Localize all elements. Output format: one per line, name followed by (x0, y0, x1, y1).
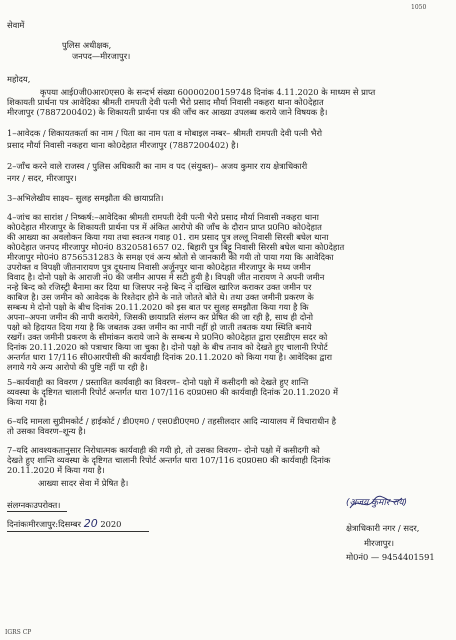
signature-scribble (344, 494, 444, 514)
intro-line: मीरजापुर (7887200402) के शिकायती प्रार्थना पत्र की जाँच कर आख्या उपलब्ध कराये जाने विषयक है। (7, 107, 328, 117)
date-underline (7, 531, 149, 532)
section-6-court: तो उसका विवरण–शून्य है। (7, 426, 86, 436)
section-1-applicant: प्रसाद मौर्या निवासी नकहरा थाना को0देहात मीरजापुर (7887200402) है। (7, 140, 239, 150)
section-4-summary: दिनांक 20.11.2020 को पत्राचार किया जा चुका है। दोनो पक्षो के बीच तनाव को देखते हुए चालानी रिपोर्ट (7, 342, 328, 352)
signature-place: मीरजापुर। (364, 538, 395, 548)
page-number: 1050 (411, 4, 427, 11)
date-day-handwritten: 20 (83, 517, 98, 530)
attachment-underline (7, 511, 67, 512)
section-4-summary: को0देहात मीरजापुर के शिकायती प्रार्थना पत्र में अंकित आरोपो की जाँच के दौरान प्राप्त प्र0नि0 को0देहात (7, 222, 322, 232)
section-1-applicant: 1–आवेदक / शिकायतकर्ता का नाम / पिता का नाम पता व मोबाइल नम्बर– श्रीमती रामपती देवी पत्नी भैरो (7, 128, 323, 138)
intro-line: कृपया आई0जी0आर0एस0 के सन्दर्भ संख्या 60000200159748 दिनांक 4.11.2020 के माध्यम से प्राप्त (40, 87, 376, 97)
section-4-summary: मीरजापुर मो0नं0 8756531283 के समक्ष एवं अन्य श्रोतो से जानकारी की गयी तो पाया गया कि आवेदिका (7, 252, 334, 262)
signature-mobile: मो0नं0 — 9454401591 (346, 552, 435, 562)
section-4-summary: 4–जांच का सारांश / निष्कर्ष:–आवेदिका श्रीमती रामपती देवी पत्नी भैरो प्रसाद मौर्या निवासी नकहरा थाना (7, 212, 319, 222)
section-4-summary: अन्तर्गत धारा 17/116 सी0आरपीसी की कार्यवाही दिनांक 20.11.2020 को किया गया है। आवेदिका द्वारा (7, 352, 332, 362)
section-5-action: 5–कार्यवाही का विवरण / प्रस्तावित कार्यवाही का विवरण– दोनो पक्षो में कसीदगी को देखते हुए शान्ति (7, 377, 309, 387)
section-4-summary: को0देहात जनपद मीरजापुर मो0नं0 8320581657 02. बिहारी पुत्र बिट्टू निवासी सिरसी बघेल थाना को0देहात (7, 242, 345, 252)
closing-line: आख्या सादर सेवा में प्रेषित है। (38, 478, 129, 488)
section-2-officer: 2–जाँच करने वाले राजस्व / पुलिस अधिकारी का नाम व पद (संयुक्त)– अजय कुमार राय क्षेत्राधिकारी (7, 161, 308, 171)
signature-title: क्षेत्राधिकारी नगर / सदर, (346, 523, 420, 533)
section-4-summary: सम्बन्ध मे दोनो पक्षो के बीच दिनांक 20.11.2020 को इस बात पर सुलह समझौता किया गया है कि (7, 302, 309, 312)
section-7-preventive: देखते हुए शान्ति व्यवस्था के दृष्टिगत चालानी रिपोर्ट अन्तर्गत धारा 107/116 द0प्र0स0 की कार्यवाही दिनांक (7, 455, 331, 465)
section-5-action: किया गया है। (7, 397, 47, 407)
date-year: 2020 (100, 519, 122, 529)
section-4-summary: उपरोक्त व विपक्षी जीतनारायण पुत्र दूधनाथ निवासी अर्जुनपुर थाना को0देहात मीरजापुर के मध्य जमीन (7, 262, 311, 272)
recipient-title: पुलिस अधीक्षक, (62, 40, 112, 50)
date-label: दिनांकःमीरजापुर:दिसम्बर (7, 519, 82, 529)
section-4-summary: की आख्या का अवलोकन किया गया तथा स्वतन्त्र गवाह 01. राम प्रसाद पुत्र लल्लू निवासी सिरसी बघेल थाना (7, 232, 329, 242)
section-4-summary: पक्षो को हिदायत दिया गया है कि जबतक उक्त जमीन का नापी नहीं हो जाती तबतक यथा स्थिति बनाये (7, 322, 312, 332)
signature-name: (अजय कुमार राय) (346, 498, 408, 508)
section-4-summary: काबिज है। उस जमीन को आवेदक के रिश्तेदार होने के नाते जोतते बोते थे। तथा उक्त जमीनी प्रकरण के (7, 292, 314, 302)
salutation: सेवामें (7, 20, 25, 30)
section-4-summary: रखगें। उक्त जमीनी प्रकरण के सीमांकन कराये जाने के सम्बन्ध मे प्र0नि0 को0देहात द्वारा एसडीएम सदर को (7, 332, 328, 342)
section-7-preventive: 20.11.2020 में किया गया है। (7, 465, 105, 475)
section-4-summary: अपना–अपना जमीन की नापी करायेगे, जिसकी छायाप्रति संलग्न कर प्रेषित की जा रही है, साथ ही दोनो (7, 312, 314, 322)
section-7-preventive: 7–यदि आवश्यकतानुसार निरोधात्मक कार्यवाही की गयी हो, तो उसका विवरण– दोनो पक्षो में कसीदगी को (7, 445, 320, 455)
section-2-officer: नगर / सदर, मीरजापुर। (7, 173, 77, 183)
intro-line: शिकायती प्रार्थना पत्र आवेदिका श्रीमती रामपती देवी पत्नी भैरो प्रसाद मौर्या निवासी नकहरा थाना को0देहात (7, 97, 324, 107)
section-5-action: व्यवस्था के दृष्टिगत चालानी रिपोर्ट अन्तर्गत धारा 107/116 द0प्र0स0 की कार्यवाही दिनांक 20.11.2020 में (7, 387, 338, 397)
recipient-district: जनपद—मीरजापुर। (72, 51, 131, 61)
greeting: महोदय, (7, 74, 31, 84)
section-4-summary: नन्हे बिन्द को रजिस्ट्री बैनामा कर दिया था जिसपर नन्हे बिन्द ने दाखिल खारिज कराकर उक्त जमीन पर (7, 282, 312, 292)
section-4-summary: विवाद है। दोनो पक्षो के आराजी नं0 की जमीन आपस मे सटी हुयी है। विपक्षी जीत नारायण ने अपनी जमीन (7, 272, 325, 282)
footer-code: IGRS CP (5, 629, 32, 636)
section-3-evidence: 3–अभिलेखीय साक्ष्य– सुलह समझौता की छायाप्रति। (7, 193, 164, 203)
section-4-summary: लगाये गये अन्य आरोपो की पुष्टि नहीं पा रही है। (7, 362, 148, 372)
attachment-note: संलग्नकःउपरोक्त। (7, 500, 61, 510)
date-line (7, 519, 121, 529)
section-6-court: 6–यदि मामला सुप्रीमकोर्ट / हाईकोर्ट / डी0एम0 / एस0डी0एम0 / तहसीलदार आदि न्यायालय में विचाराधीन है (7, 416, 336, 426)
